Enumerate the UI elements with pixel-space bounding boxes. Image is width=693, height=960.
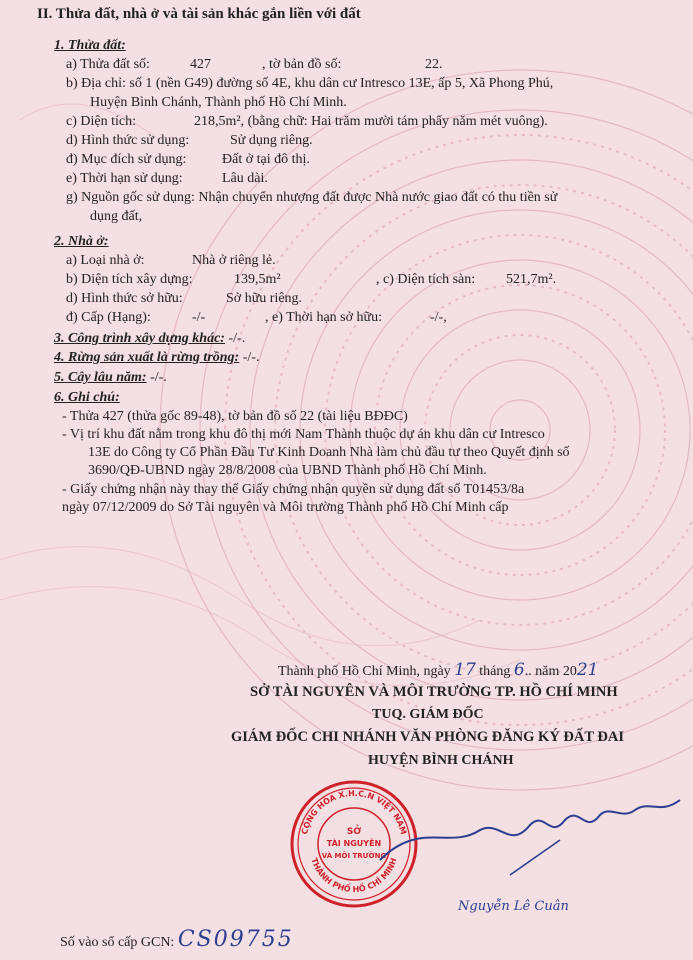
house-grade-value: -/-	[192, 310, 206, 325]
other-works-value: -/-.	[228, 331, 246, 346]
perennial-value: -/-.	[150, 370, 167, 385]
house-build-area-value: 139,5m²	[234, 272, 281, 287]
stamp-line1: SỞ	[346, 827, 362, 837]
land-origin-line2: dụng đất,	[90, 209, 143, 224]
forest-value: -/-.	[242, 350, 260, 365]
registry-label: Số vào sổ cấp GCN:	[60, 935, 175, 950]
date-prefix: Thành phố Hồ Chí Minh, ngày	[278, 664, 451, 679]
date-day: 17	[454, 660, 476, 680]
land-purpose-label: đ) Mục đích sử dụng:	[66, 152, 187, 167]
registry-line	[60, 927, 294, 952]
land-area-label: c) Diện tích:	[66, 114, 136, 129]
land-parcel-value: 427	[190, 57, 211, 72]
house-ownership-value: Sở hữu riêng.	[226, 291, 303, 306]
land-address-line2: Huyện Bình Chánh, Thành phố Hồ Chí Minh.	[90, 95, 347, 110]
perennial-label: 5. Cây lâu năm:	[54, 370, 147, 385]
signing-director: GIÁM ĐỐC CHI NHÁNH VĂN PHÒNG ĐĂNG KÝ ĐẤT ĐAI	[231, 729, 624, 745]
note-line-2: - Vị trí khu đất nằm trong khu đô thị mới Nam Thành thuộc dự án khu dân cư Intresco	[62, 427, 545, 442]
house-type-value: Nhà ở riêng lẻ.	[192, 253, 276, 268]
note-line-4: 3690/QĐ-UBND ngày 28/8/2008 của UBND Thành phố Hồ Chí Minh.	[88, 463, 487, 478]
land-purpose-value: Đất ở tại đô thị.	[222, 152, 310, 167]
house-floor-area-value: 521,7m².	[506, 272, 557, 287]
house-type-label: a) Loại nhà ở:	[66, 253, 145, 268]
land-parcel-label: a) Thửa đất số:	[66, 57, 150, 72]
land-usage-form-value: Sử dụng riêng.	[230, 133, 313, 148]
stamp-outer-text: CỘNG HÒA X.H.C.N VIỆT NAM	[299, 788, 409, 836]
signing-date: Thành phố Hồ Chí Minh, ngày 17 tháng 6.. năm 2021	[278, 660, 599, 680]
section-title: II. Thửa đất, nhà ở và tài sản khác gắn liền với đất	[37, 6, 361, 22]
date-year: 21	[576, 660, 599, 680]
land-term-value: Lâu dài.	[222, 171, 268, 186]
land-heading: 1. Thửa đất:	[54, 38, 126, 53]
note-line-6: ngày 07/12/2009 do Sở Tài nguyên và Môi trường Thành phố Hồ Chí Minh cấp	[62, 500, 509, 515]
land-map-value: 22.	[425, 57, 443, 72]
house-grade-label: đ) Cấp (Hạng):	[66, 310, 151, 325]
land-origin-line1: g) Nguồn gốc sử dụng: Nhận chuyển nhượng đất được Nhà nước giao đất có thu tiền sử	[66, 190, 558, 205]
house-build-area-label: b) Diện tích xây dựng:	[66, 272, 193, 287]
house-ownership-label: d) Hình thức sở hữu:	[66, 291, 183, 306]
forest-label: 4. Rừng sản xuất là rừng trồng:	[54, 350, 240, 365]
house-term-value: -/-,	[430, 310, 447, 325]
other-works-label: 3. Công trình xây dựng khác:	[54, 331, 225, 346]
signing-org: SỞ TÀI NGUYÊN VÀ MÔI TRƯỜNG TP. HỒ CHÍ MINH	[250, 684, 618, 700]
house-heading: 2. Nhà ở:	[54, 234, 109, 249]
land-address-line1: b) Địa chỉ: số 1 (nền G49) đường số 4E, khu dân cư Intresco 13E, ấp 5, Xã Phong Phú,	[66, 76, 554, 91]
signing-district: HUYỆN BÌNH CHÁNH	[368, 753, 514, 768]
signer-name: Nguyễn Lê Cuân	[458, 899, 569, 914]
land-usage-form-label: d) Hình thức sử dụng:	[66, 133, 190, 148]
registry-number: CS09755	[177, 927, 294, 952]
land-map-label: , tờ bản đồ số:	[262, 57, 342, 72]
land-area-value: 218,5m², (bằng chữ: Hai trăm mười tám phẩy năm mét vuông).	[194, 114, 548, 129]
note-line-1: - Thửa 427 (thửa gốc 89-48), tờ bản đồ số 22 (tài liệu BĐĐC)	[62, 409, 408, 424]
stamp-line3: VÀ MÔI TRƯỜNG	[321, 852, 387, 860]
signing-tuq: TUQ. GIÁM ĐỐC	[372, 707, 484, 722]
date-month: 6	[513, 660, 525, 680]
house-term-label: , e) Thời hạn sở hữu:	[265, 310, 383, 325]
date-month-label: tháng	[479, 664, 511, 679]
land-term-label: e) Thời hạn sử dụng:	[66, 171, 183, 186]
note-line-5: - Giấy chứng nhận này thay thế Giấy chứng nhận quyền sử dụng đất số T01453/8a	[62, 482, 525, 497]
date-year-label: năm 20	[535, 664, 577, 679]
stamp-bottom-text: THÀNH PHỐ HỒ CHÍ MINH	[309, 856, 399, 895]
house-floor-area-label: , c) Diện tích sàn:	[376, 272, 476, 287]
stamp-line2: TÀI NGUYÊN	[326, 839, 382, 848]
notes-heading: 6. Ghi chú:	[54, 390, 120, 405]
note-line-3: 13E do Công ty Cổ Phần Đầu Tư Kinh Doanh Nhà làm chủ đầu tư theo Quyết định số	[88, 445, 570, 460]
